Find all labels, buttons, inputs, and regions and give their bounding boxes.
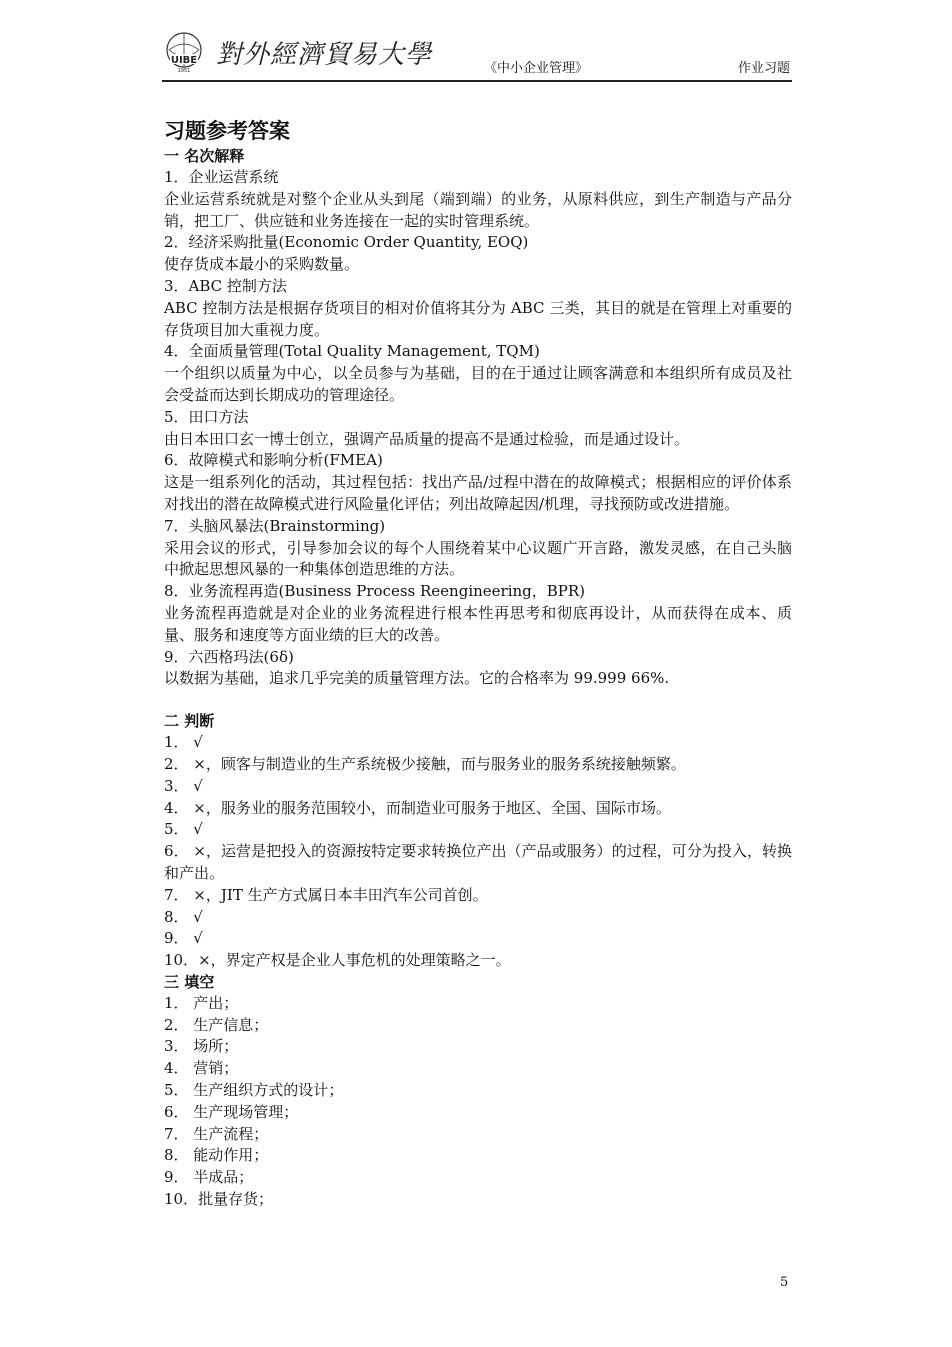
section-heading-definitions: 一 名次解释 <box>164 147 245 165</box>
list-item: 2． ×，顾客与制造业的生产系统极少接触，而与服务业的服务系统接触频繁。 <box>164 754 686 773</box>
definition-term: 1．企业运营系统 <box>164 168 279 186</box>
list-item: 4． 营销； <box>164 1059 239 1078</box>
svg-text:1951: 1951 <box>177 68 191 74</box>
course-title: 《中小企业管理》 <box>484 61 589 76</box>
definition-term: 8．业务流程再造(Business Process Reengineering，BPR) <box>164 582 586 601</box>
judgement-list <box>164 732 792 972</box>
definition-term: 6．故障模式和影响分析(FMEA) <box>164 451 383 470</box>
list-item: 6． 生产现场管理； <box>164 1102 299 1121</box>
page-title: 习题参考答案 <box>164 118 290 143</box>
list-item: 3． √ <box>164 776 203 795</box>
list-item: 6． ×，运营是把投入的资源按特定要求转换位产出（产品或服务）的过程，可分为投入，转换和产出。 <box>164 842 792 882</box>
definition-term: 9．六西格玛法(6δ) <box>164 647 294 666</box>
list-item: 7． ×，JIT 生产方式属日本丰田汽车公司首创。 <box>164 885 488 904</box>
section-heading-fill-blank: 三 填空 <box>164 972 215 991</box>
list-item: 7． 生产流程； <box>164 1124 269 1143</box>
list-item: 1． 产出； <box>164 993 239 1012</box>
section-heading-judgement: 二 判断 <box>164 712 215 731</box>
list-item: 2． 生产信息； <box>164 1015 269 1034</box>
definition-text: 由日本田口玄一博士创立，强调产品质量的提高不是通过检验，而是通过设计。 <box>164 429 690 448</box>
list-item: 10．批量存货； <box>164 1190 274 1209</box>
list-item: 1． √ <box>164 733 203 752</box>
definition-list <box>164 167 792 690</box>
definition-text: 使存货成本最小的采购数量。 <box>164 255 360 274</box>
svg-text:UIBE: UIBE <box>170 55 198 66</box>
definition-term: 5．田口方法 <box>164 407 249 426</box>
page-header <box>162 24 792 82</box>
list-item: 9． √ <box>164 929 203 948</box>
definition-term: 3．ABC 控制方法 <box>164 276 287 295</box>
definition-text: 这是一组系列化的活动，其过程包括：找出产品/过程中潜在的故障模式；根据相应的评价体系对找出的潜在故障模式进行风险量化评估；列出故障起因/机理，寻找预防或改进措施。 <box>164 473 792 513</box>
document-type: 作业习题 <box>737 61 790 76</box>
list-item: 8． 能动作用； <box>164 1146 269 1165</box>
university-logo-icon <box>162 30 206 74</box>
university-name: 對外經濟貿易大學 <box>216 40 433 70</box>
definition-text: 以数据为基础，追求几乎完美的质量管理方法。它的合格率为 99.999 66%. <box>164 669 670 688</box>
definition-term: 2．经济采购批量(Economic Order Quantity, EOQ) <box>164 233 529 252</box>
list-item: 10．×，界定产权是企业人事危机的处理策略之一。 <box>164 951 511 970</box>
definition-term: 7．头脑风暴法(Brainstorming) <box>164 516 386 535</box>
list-item: 5． √ <box>164 820 203 839</box>
definition-text: ABC 控制方法是根据存货项目的相对价值将其分为 ABC 三类，其目的就是在管理上对重要的存货项目加大重视力度。 <box>164 298 792 339</box>
list-item: 8． √ <box>164 907 203 926</box>
definition-text: 采用会议的形式，引导参加会议的每个人围绕着某中心议题广开言路，激发灵感，在自己头脑中掀起思想风暴的一种集体创造思维的方法。 <box>164 538 792 579</box>
fill-blank-list <box>164 993 792 1211</box>
definition-text: 企业运营系统就是对整个企业从头到尾（端到端）的业务，从原料供应，到生产制造与产品分销，把工厂、供应链和业务连接在一起的实时管理系统。 <box>164 189 792 230</box>
list-item: 4． ×，服务业的服务范围较小，而制造业可服务于地区、全国、国际市场。 <box>164 798 671 817</box>
list-item: 9． 半成品； <box>164 1168 254 1187</box>
list-item: 5． 生产组织方式的设计； <box>164 1081 344 1100</box>
list-item: 3． 场所； <box>164 1037 239 1056</box>
answer-content <box>164 116 792 1211</box>
definition-text: 业务流程再造就是对企业的业务流程进行根本性再思考和彻底再设计，从而获得在成本、质量、服务和速度等方面业绩的巨大的改善。 <box>164 603 792 644</box>
page-number: 5 <box>780 1275 789 1290</box>
definition-text: 一个组织以质量为中心，以全员参与为基础，目的在于通过让顾客满意和本组织所有成员及社会受益而达到长期成功的管理途径。 <box>164 364 792 404</box>
definition-term: 4．全面质量管理(Total Quality Management, TQM) <box>164 342 540 361</box>
